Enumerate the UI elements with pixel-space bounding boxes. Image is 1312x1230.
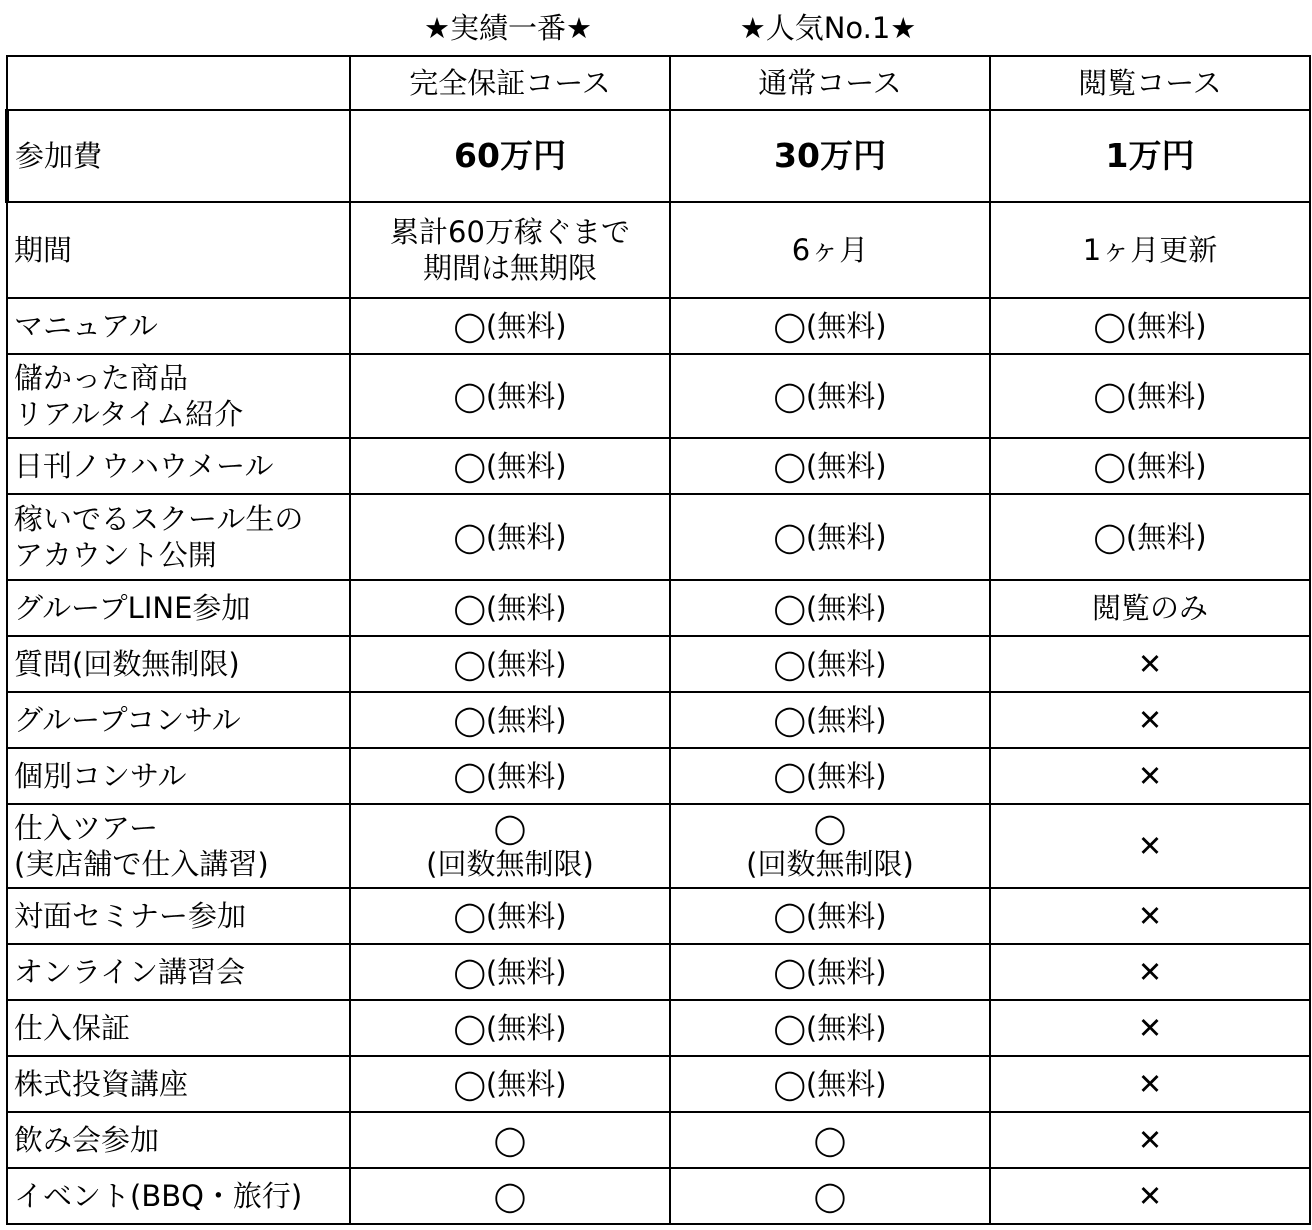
header-row [7, 56, 1310, 110]
cell-value: (回数無制限) [746, 847, 914, 881]
row-label [7, 944, 350, 1000]
cell-value: ◯(無料) [773, 449, 887, 483]
table-row [7, 944, 1310, 1000]
cell-value: ◯(無料) [773, 955, 887, 989]
cell-view [990, 1112, 1310, 1168]
cell-view [990, 1056, 1310, 1112]
cell-normal [670, 804, 990, 888]
cell-value: ◯ [813, 1123, 847, 1157]
row-label-line: (実店舗で仕入講習) [14, 847, 269, 881]
cell-value: ✕ [1137, 899, 1163, 933]
cell-value: 1万円 [1105, 136, 1195, 175]
table-row [7, 1000, 1310, 1056]
cell-value: ◯(無料) [773, 899, 887, 933]
cell-value: ◯(無料) [773, 703, 887, 737]
cell-view [990, 636, 1310, 692]
table-row [7, 202, 1310, 298]
cell-value: ◯(無料) [1093, 520, 1207, 554]
column-header-normal: 通常コース [670, 56, 990, 110]
table-row [7, 888, 1310, 944]
cell-normal [670, 888, 990, 944]
row-label [7, 298, 350, 354]
cell-view [990, 692, 1310, 748]
row-label-line: 儲かった商品 [14, 361, 189, 395]
row-label [7, 748, 350, 804]
row-label [7, 804, 350, 888]
cell-normal [670, 202, 990, 298]
row-label-line: リアルタイム紹介 [14, 397, 244, 431]
course-comparison-table [5, 55, 1311, 1225]
row-label-line: 個別コンサル [14, 759, 187, 793]
cell-value: ◯(無料) [773, 520, 887, 554]
cell-value: ✕ [1137, 1179, 1163, 1213]
cell-value: ◯ [813, 811, 847, 845]
cell-view [990, 110, 1310, 202]
cell-value: ✕ [1137, 829, 1163, 863]
cell-view [990, 804, 1310, 888]
cell-view [990, 888, 1310, 944]
cell-value: 累計60万稼ぐまで [390, 215, 630, 249]
cell-normal [670, 110, 990, 202]
row-label-line: 飲み会参加 [14, 1123, 160, 1157]
cell-value: ◯(無料) [773, 647, 887, 681]
cell-value: ◯(無料) [453, 899, 567, 933]
cell-value: ◯(無料) [773, 379, 887, 413]
cell-value: ◯ [493, 811, 527, 845]
row-label-line: アカウント公開 [14, 538, 217, 572]
table-row [7, 804, 1310, 888]
cell-view [990, 202, 1310, 298]
cell-value: ◯(無料) [453, 647, 567, 681]
cell-value: ◯(無料) [453, 1067, 567, 1101]
row-label [7, 438, 350, 494]
table-row [7, 1112, 1310, 1168]
cell-complete [350, 580, 670, 636]
cell-normal [670, 1112, 990, 1168]
cell-normal [670, 692, 990, 748]
cell-complete [350, 110, 670, 202]
row-label-line: 期間 [14, 233, 73, 267]
row-label [7, 110, 350, 202]
table-row [7, 298, 1310, 354]
cell-normal [670, 944, 990, 1000]
cell-value: ✕ [1137, 955, 1163, 989]
cell-complete [350, 804, 670, 888]
cell-value: ◯(無料) [453, 591, 567, 625]
cell-complete [350, 1000, 670, 1056]
row-label [7, 1168, 350, 1224]
row-label-line: 株式投資講座 [14, 1067, 189, 1101]
table-row [7, 110, 1310, 202]
cell-complete [350, 298, 670, 354]
row-label-line: マニュアル [14, 309, 158, 343]
cell-normal [670, 1000, 990, 1056]
cell-normal [670, 748, 990, 804]
cell-complete [350, 944, 670, 1000]
cell-view [990, 580, 1310, 636]
cell-complete [350, 636, 670, 692]
cell-view [990, 748, 1310, 804]
cell-value: 60万円 [454, 136, 566, 175]
badge-complete-course: ★実績一番★ [424, 11, 592, 45]
cell-value: ◯(無料) [773, 1067, 887, 1101]
row-label-line: グループLINE参加 [14, 591, 251, 625]
row-label-line: 仕入保証 [14, 1011, 131, 1045]
cell-normal [670, 1168, 990, 1224]
cell-view [990, 494, 1310, 580]
row-label-line: 質問(回数無制限) [14, 647, 240, 681]
cell-value: ◯(無料) [1093, 449, 1207, 483]
cell-normal [670, 298, 990, 354]
table-row [7, 494, 1310, 580]
table-body [7, 56, 1310, 1224]
table-row [7, 748, 1310, 804]
row-label [7, 692, 350, 748]
cell-value: ◯ [493, 1179, 527, 1213]
row-label [7, 1112, 350, 1168]
row-label-line: 日刊ノウハウメール [14, 449, 274, 483]
row-label-line: 仕入ツアー [14, 811, 159, 845]
cell-complete [350, 692, 670, 748]
row-label-line: グループコンサル [14, 703, 241, 737]
column-header-complete: 完全保証コース [350, 56, 670, 110]
cell-normal [670, 580, 990, 636]
cell-value: (回数無制限) [426, 847, 594, 881]
cell-view [990, 1168, 1310, 1224]
row-label [7, 202, 350, 298]
cell-complete [350, 438, 670, 494]
cell-value: ✕ [1137, 647, 1163, 681]
cell-value: ◯(無料) [453, 520, 567, 554]
cell-value: ◯(無料) [453, 955, 567, 989]
cell-value: ✕ [1137, 1123, 1163, 1157]
cell-complete [350, 494, 670, 580]
cell-value: ◯(無料) [453, 703, 567, 737]
cell-normal [670, 438, 990, 494]
cell-view [990, 1000, 1310, 1056]
cell-value: ◯ [813, 1179, 847, 1213]
course-badges [0, 0, 1312, 54]
cell-view [990, 944, 1310, 1000]
row-label [7, 494, 350, 580]
table-row [7, 1056, 1310, 1112]
table-row [7, 354, 1310, 438]
cell-normal [670, 354, 990, 438]
cell-value: ◯(無料) [453, 309, 567, 343]
cell-value: ✕ [1137, 703, 1163, 737]
cell-value: ◯(無料) [1093, 309, 1207, 343]
cell-value: 6ヶ月 [791, 233, 869, 267]
cell-complete [350, 1056, 670, 1112]
table-row [7, 636, 1310, 692]
cell-normal [670, 494, 990, 580]
cell-complete [350, 354, 670, 438]
row-label [7, 1000, 350, 1056]
row-label-line: オンライン講習会 [14, 955, 246, 989]
table-row [7, 438, 1310, 494]
cell-normal [670, 636, 990, 692]
cell-complete [350, 1112, 670, 1168]
table-row [7, 580, 1310, 636]
row-label [7, 636, 350, 692]
header-corner-cell [7, 56, 350, 110]
cell-value: ◯(無料) [773, 309, 887, 343]
cell-value: ◯ [493, 1123, 527, 1157]
cell-value: ◯(無料) [773, 591, 887, 625]
cell-complete [350, 202, 670, 298]
cell-value: ✕ [1137, 1067, 1163, 1101]
cell-value: ✕ [1137, 1011, 1163, 1045]
cell-value: ◯(無料) [773, 1011, 887, 1045]
cell-complete [350, 748, 670, 804]
row-label [7, 354, 350, 438]
row-label [7, 888, 350, 944]
cell-view [990, 298, 1310, 354]
cell-value: ✕ [1137, 759, 1163, 793]
cell-value: 30万円 [774, 136, 886, 175]
cell-value: 期間は無期限 [422, 251, 597, 285]
cell-view [990, 438, 1310, 494]
cell-value: ◯(無料) [1093, 379, 1207, 413]
cell-complete [350, 1168, 670, 1224]
row-label-line: 参加費 [15, 139, 103, 173]
row-label [7, 1056, 350, 1112]
cell-complete [350, 888, 670, 944]
cell-value: ◯(無料) [453, 379, 567, 413]
cell-value: ◯(無料) [453, 759, 567, 793]
row-label-line: 対面セミナー参加 [14, 899, 247, 933]
column-header-view: 閲覧コース [990, 56, 1310, 110]
cell-value: ◯(無料) [453, 449, 567, 483]
row-label-line: イベント(BBQ・旅行) [14, 1179, 303, 1213]
cell-view [990, 354, 1310, 438]
cell-value: ◯(無料) [773, 759, 887, 793]
cell-value: 閲覧のみ [1091, 591, 1208, 625]
row-label-line: 稼いでるスクール生の [14, 502, 304, 536]
row-label [7, 580, 350, 636]
cell-value: 1ヶ月更新 [1082, 233, 1218, 267]
cell-normal [670, 1056, 990, 1112]
table-row [7, 1168, 1310, 1224]
table-row [7, 692, 1310, 748]
cell-value: ◯(無料) [453, 1011, 567, 1045]
badge-normal-course: ★人気No.1★ [739, 11, 917, 45]
